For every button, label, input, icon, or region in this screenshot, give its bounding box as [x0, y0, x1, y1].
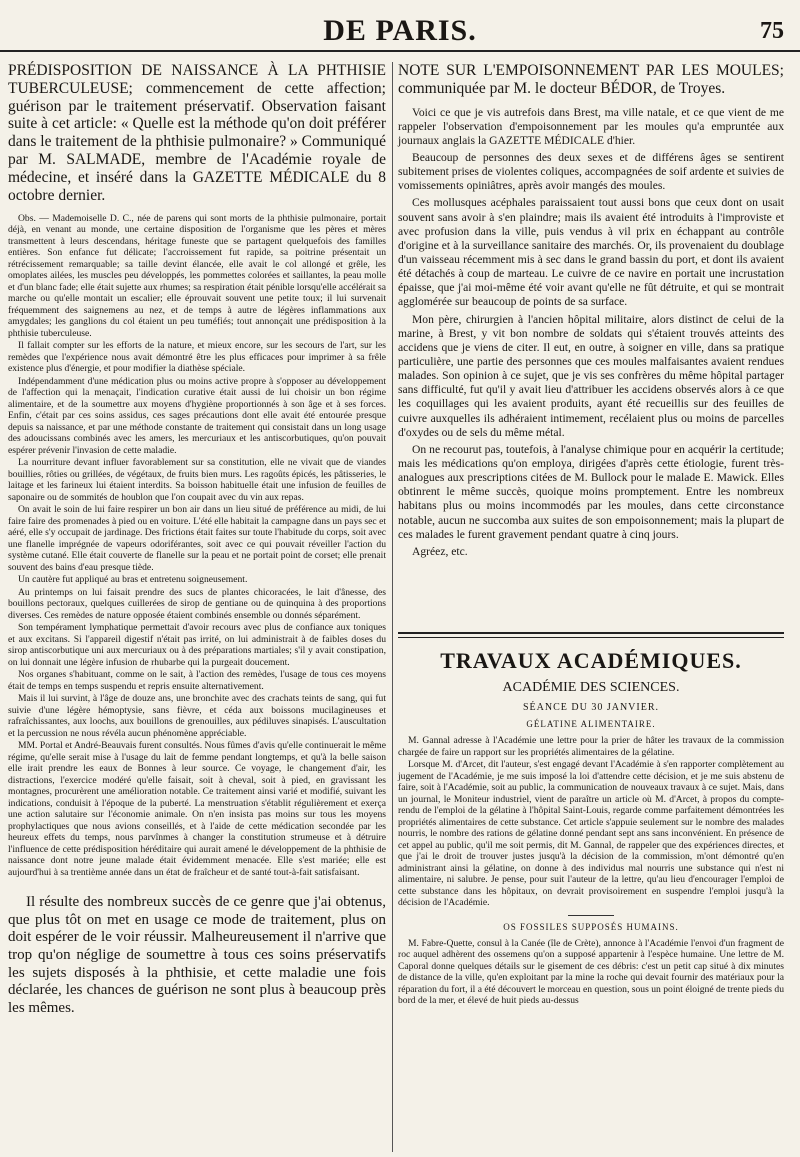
paragraph: Lorsque M. d'Arcet, dit l'auteur, s'est engagé devant l'Académie à s'en rapporter complètement au jugement de l'Académie, je me suis imposé la loi d'attendre cette décision, et je me suis abstenu de faire, soit à l'Académie, soit au public, la communication de nouveaux travaux à ce sujet. Mais, dans un journal, le Moniteur industriel, vient de paraître un article où M. d'Arcet, à propos du compte-rendu de l'emploi de la gélatine à l'hôpital Saint-Louis, regarde comme parfaitement démontrées les propriétés alimentaires de cette substance. Cet article s'appuie seulement sur le nombre des malades nourris, le nombre des rations de gélatine donné pendant sept ans sans inconvénient. En présence de cet appel au public, qu'il me soit permis, dit M. Gannal, de rappeler que des expériences directes, et que j'ai le droit de trouver justes jusqu'à la décision de la commission, m'ont démontré qu'en administrant ainsi la gélatine, on donne à des individus mal nourris une substance qui n'est ni alimentaire, ni salubre. Je pense, pour suit l'auteur de la lettre, qu'au lieu d'encourager l'emploi de cette substance dans les hôpitaux, on devrait provisoirement en suspendre l'emploi jusqu'à la décision de l'Académie.: [398, 759, 784, 908]
topic-heading-gelatine: GÉLATINE ALIMENTAIRE.: [526, 719, 656, 729]
right-column: [398, 62, 784, 562]
topic-heading-fossiles: OS FOSSILES SUPPOSÉS HUMAINS.: [503, 921, 679, 932]
academic-section: [398, 646, 784, 1008]
paragraph: Un cautère fut appliqué au bras et entretenu soigneusement.: [18, 574, 248, 585]
paragraph: Mon père, chirurgien à l'ancien hôpital militaire, alors distinct de celui de la marine, à Brest, y vit bon nombre de soldats qui s'étaient trouvés atteints des accidens que je viens de citer. Il eut, en outre, à soigner en ville, dans sa pratique particulière, une partie des personnes que ces moules malfaisantes avaient rendues malades. Son opinion à ce sujet, que je vis ses confrères du même hôpital partager sans difficulté, fut qu'il y avait lieu d'attribuer les accidens observés alors à ce que les coquillages qui les avaient produits, ayant été recueillis sur des feuilles de cuivre auxquelles ils adhéraient intimement, recélaient plus ou moins de parcelles d'oxydes ou de sels du même métal.: [398, 312, 784, 439]
section-title: TRAVAUX ACADÉMIQUES.: [440, 648, 742, 673]
paragraph: On avait le soin de lui faire respirer un bon air dans un lieu situé de préférence au midi, de lui faire faire des promenades à pied ou en voiture. L'été elle habitait la campagne dans un pays sec et aéré, elle s'y occupait de jardinage. Des frictions était faites sur toute l'habitude du corps, soit avec une flanelle imprégnée de vapeurs odoriférantes, soit avec ce qui pouvait réveiller l'action du système cutané. Elle était couverte de flanelle sur la peau et ne portait point de corset; elle prenait souvent des bains d'eau presque tiède.: [8, 504, 386, 573]
article-headline-phthisie: PRÉDISPOSITION DE NAISSANCE À LA PHTHISIE TUBERCULEUSE; commencement de cette affection; guérison par le traitement préservatif. Observation faisant suite à cet article: « Quelle est la méthode qu'on doit préférer dans le traitement de la phthisie pulmonaire? » Communiqué par M. SALMADE, membre de l'Académie royale de médecine, et inséré dans la GAZETTE MÉDICALE du 8 octobre dernier.: [8, 62, 386, 204]
page-number: 75: [760, 18, 784, 44]
left-column: [8, 62, 386, 1033]
paragraph: Voici ce que je vis autrefois dans Brest, ma ville natale, et ce que vient de me rappeler l'observation d'empoisonnement par les moules qu'a empruntée aux journaux anglais la GAZETTE MÉDICALE d'hier.: [398, 105, 784, 147]
paragraph: Beaucoup de personnes des deux sexes et de différens âges se sentirent subitement prises de violentes coliques, accompagnées de soif ardente et suivies de vomissements opiniâtres, après avoir mangés des moules.: [398, 151, 784, 193]
paragraph: On ne recourut pas, toutefois, à l'analyse chimique pour en acquérir la certitude; mais les médications qu'on employa, dirigées d'après cette étiologie, furent très-analogues aux prescriptions citées de M. Bullock pour le malade E. Mawick. Elles obtinrent le même succès, quoique moins promptement. Entre les nombreux habitans plus ou moins incommodés par les moules, dans cette circonstance notable, aucun ne succomba aux suites de son empoisonnement; mais la plupart de ces malades le furent gravement pendant quatre à cinq jours.: [398, 442, 784, 541]
short-rule: [568, 915, 614, 916]
paragraph: MM. Portal et André-Beauvais furent consultés. Nous fûmes d'avis qu'elle continuerait le même régime, qu'elle serait mise à l'usage du lait de femme pendant longtemps, et qu'à la belle saison elle irait prendre les eaux de Bonnes à leur source. Ce voyage, le changement d'air, les distractions, l'exercice modéré qu'elle faisait, soit à cheval, soit à pied, en gravissant les montagnes, procurèrent une amélioration notable. Ce traitement ainsi varié et modifié, suivant les indications, conduisit à l'époque de la puberté. La menstruation s'établit régulièrement et exerça une action salutaire sur l'économie animale. On n'en insista pas moins sur tous les moyens prophylactiques que nous avions conseillés, et à l'aide de cette médication secondée par les heureux effets du temps, nous parvînmes à changer la constitution strumeuse et à détruire l'influence de cette prédisposition héréditaire qui aurait amené le développement de la phthisie de naissance dont notre jeune malade était évidemment menacée. Elle s'est mariée; elle est aujourd'hui à sa trentième année dans un état de fraîcheur et de santé tout-à-fait satisfaisant.: [8, 740, 386, 878]
paragraph: Obs. — Mademoiselle D. C., née de parens qui sont morts de la phthisie pulmonaire, portait déjà, en venant au monde, une certaine disposition de l'organisme que les pères et mères transmettent à leurs descendans, héritage funeste que se partagent quelquefois des familles entières. Son enfance fut délicate; l'accroissement fut rapide, sa poitrine présentait un rétrécissement remarquable; sa taille devint élancée, elle avait le col allongé et grêle, les omoplates ailées, les muscles peu développés, les pommettes colorées et saillantes, la peau molle et d'un blanc fade; elle était sujette aux rhumes; sa respiration était pénible lorsqu'elle accélérait sa marche ou qu'elle montait un escalier; elle éprouvait souvent une petite toux; il lui survenait fréquemment des saignemens au nez, et de temps à autre de légères inflammations aux amygdales; les ganglions du col étaient un peu tuméfiés; tout annonçait une prédisposition à la phthisie tuberculeuse.: [8, 212, 386, 339]
column-divider: [392, 62, 393, 1152]
paragraph: M. Fabre-Quette, consul à la Canée (île de Crète), annonce à l'Académie l'envoi d'un fragment de roc auquel adhèrent des ossemens qu'on a supposé appartenir à l'espèce humaine. Une lettre de M. Caporal donne quelques détails sur le gisement de ces débris: c'est un petit cap situé à dix minutes de distance de la ville, qu'en exploitant par la mine la roche qui devait fournir des matériaux pour la réparation du fort, il a été découvert le morceau en question, sous un point éloigné de trente pieds du bord de la mer, et élevé de huit pieds au-dessus: [398, 937, 784, 1006]
paragraph: Son tempérament lymphatique permettait d'avoir recours avec plus de confiance aux toniques et aux excitans. Si l'appareil digestif n'était pas irrité, on lui administrait à de faibles doses du sirop antiscorbutique uni aux mercuriaux ou à des préparations martiales; s'il y avait constipation, on lui donnait une légère infusion de rhubarbe qui la purgeait doucement.: [8, 622, 386, 668]
session-date: SÉANCE DU 30 JANVIER.: [523, 702, 659, 713]
paragraph: Agréez, etc.: [412, 544, 468, 558]
paragraph: La nourriture devant influer favorablement sur sa constitution, elle ne vivait que de viandes bouillies, rôties ou grillées, de végétaux, de fruits bien murs. Les ragoûts épicés, les pâtisseries, le laitage et les farineux lui étaient interdits. Sa boisson habituelle était une infusion de feuilles de saponaire ou de sommités de houblon que l'on coupait avec du vin aux repas.: [8, 457, 386, 503]
paragraph: Mais il lui survint, à l'âge de douze ans, une bronchite avec des crachats teints de sang, qui fut suivie d'une légère hémoptysie, sans fièvre, et céda aux boissons mucilagineuses et rafraîchissantes, aux loochs, aux bouillons de grenouilles, aux pédiluves sinapisés. L'auscultation et la percussion ne nous révéla aucun phénomène appréciable.: [8, 693, 386, 739]
paragraph: Au printemps on lui faisait prendre des sucs de plantes chicoracées, le lait d'ânesse, des bouillons pectoraux, quelques cuillerées de sirop de gentiane ou de quinquina à des proportions diverses. Ces remèdes de nature opposée étaient combinés ensemble ou donnés séparément.: [8, 586, 386, 621]
section-separator: [398, 632, 784, 638]
paragraph: Nos organes s'habituant, comme on le sait, à l'action des remèdes, l'usage de tous ces moyens était de temps en temps suspendu et repris ensuite alternativement.: [8, 669, 386, 692]
section-subtitle: ACADÉMIE DES SCIENCES.: [502, 680, 680, 695]
paragraph: Indépendamment d'une médication plus ou moins active propre à s'opposer au développement de l'affection qui la menaçait, l'indication curative était aussi de lui choisir un bon régime alimentaire, et de la soumettre aux moyens d'hygiène proportionnés à son âge et à ses forces. Enfin, c'était par ces soins assidus, ces sages précautions dont elle avait été entourée presque depuis sa naissance, et par une méthode constante de traitement qui consistait dans un long usage des adoucissans combinés avec les amers, les mercuriaux et les antiscorbutiques, qu'on pouvait espérer prévenir l'invasion de cette maladie.: [8, 375, 386, 456]
paragraph: M. Gannal adresse à l'Académie une lettre pour la prier de hâter les travaux de la commission chargée de faire un rapport sur les propriétés alimentaires de la gélatine.: [398, 735, 784, 758]
article-headline-moules: NOTE SUR L'EMPOISONNEMENT PAR LES MOULES; communiquée par M. le docteur BÉDOR, de Troyes.: [398, 62, 784, 97]
closing-paragraph: Il résulte des nombreux succès de ce genre que j'ai obtenus, que plus tôt on met en usage ce mode de traitement, plus on doit espérer de le voir réussir. Malheureusement il n'arrive que trop qu'on néglige de soumettre à tous ces soins préservatifs les sujets disposés à la phthisie, et cette maladie une fois déclarée, les chances de guérison ne sont plus à beaucoup près les mêmes.: [8, 894, 386, 1017]
paragraph: Il fallait compter sur les efforts de la nature, et mieux encore, sur les secours de l'art, sur les remèdes que l'expérience nous avait démontré être les plus efficaces pour imprimer à sa frêle existence plus d'énergie, et pour modifier la diathèse spéciale.: [8, 340, 386, 374]
paragraph: Ces mollusques acéphales paraissaient tout aussi bons que ceux dont on usait souvent sans avoir à s'en plaindre; mais ils avaient été introduits à l'improviste et avec profusion dans la ville, puis vendus à vil prix en échappant au contrôle d'origine et à la surveillance sanitaire des marchés. Or, ils provenaient du doublage d'un vaisseau récemment mis à sec dans le grand bassin du port, et dont ils avaient été détachés à coup de marteau. Le cuivre de ce navire en portait une incrustation épaisse, que j'ai moi-même été voir avant qu'elle ne fût détruite, et qui se montrait agglomérée sur beaucoup de points de sa surface.: [398, 196, 784, 309]
page-header: [0, 8, 800, 52]
running-title: DE PARIS.: [323, 14, 477, 47]
